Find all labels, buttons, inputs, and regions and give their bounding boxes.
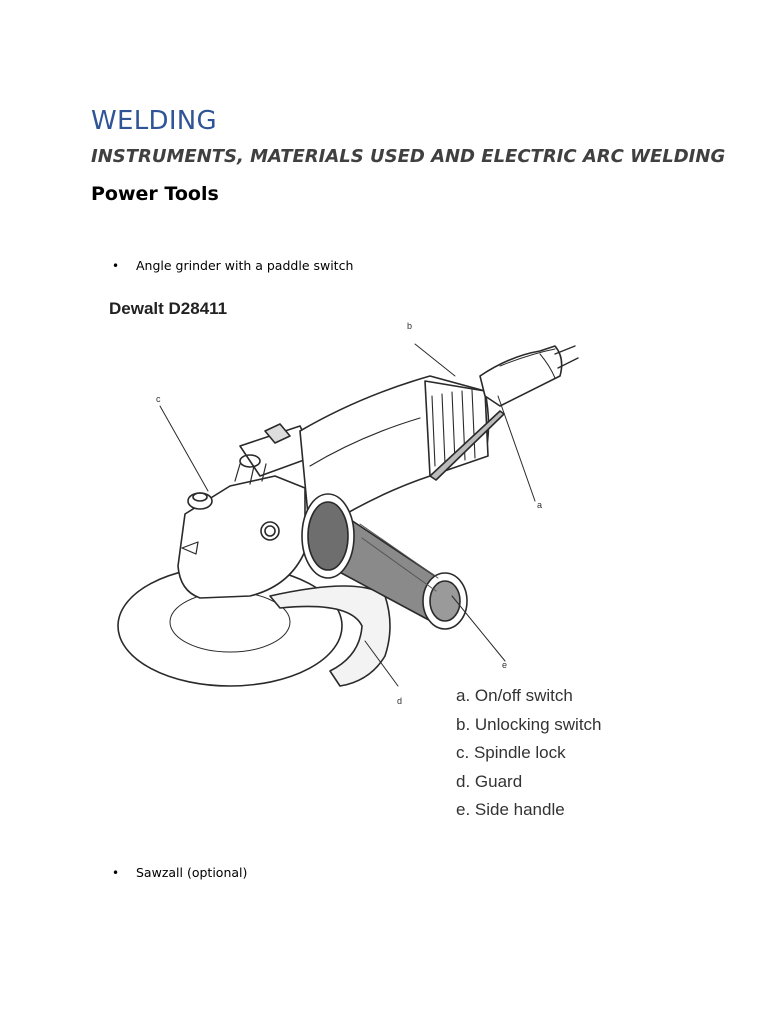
bullet-icon: • [112,259,120,273]
section-heading: Power Tools [91,183,219,205]
bullet-item-sawzall [112,865,247,880]
callout-d: d [397,696,403,706]
callout-b: b [407,321,413,331]
bullet-item-angle-grinder [112,258,353,273]
bullet-text: Sawzall (optional) [136,865,248,880]
legend-item-spindle-lock: c. Spindle lock [456,743,566,762]
bullet-icon: • [112,866,120,880]
legend-item-guard: d. Guard [456,771,523,791]
legend-item-side-handle: e. Side handle [456,800,565,819]
document-subtitle: INSTRUMENTS, MATERIALS USED AND ELECTRIC ARC WELDING [91,146,726,167]
callout-a: a [537,500,543,510]
angle-grinder-figure [100,296,620,826]
legend-item-on-off-switch: a. On/off switch [456,686,573,705]
document-title: WELDING [91,106,218,136]
callout-c: c [156,394,161,404]
bullet-text: Angle grinder with a paddle switch [136,258,354,273]
legend-item-unlocking-switch: b. Unlocking switch [456,714,602,734]
callout-e: e [502,660,508,670]
figure-title: Dewalt D28411 [109,299,228,318]
rear-handle-shape [480,346,562,406]
figure-legend [456,682,602,825]
